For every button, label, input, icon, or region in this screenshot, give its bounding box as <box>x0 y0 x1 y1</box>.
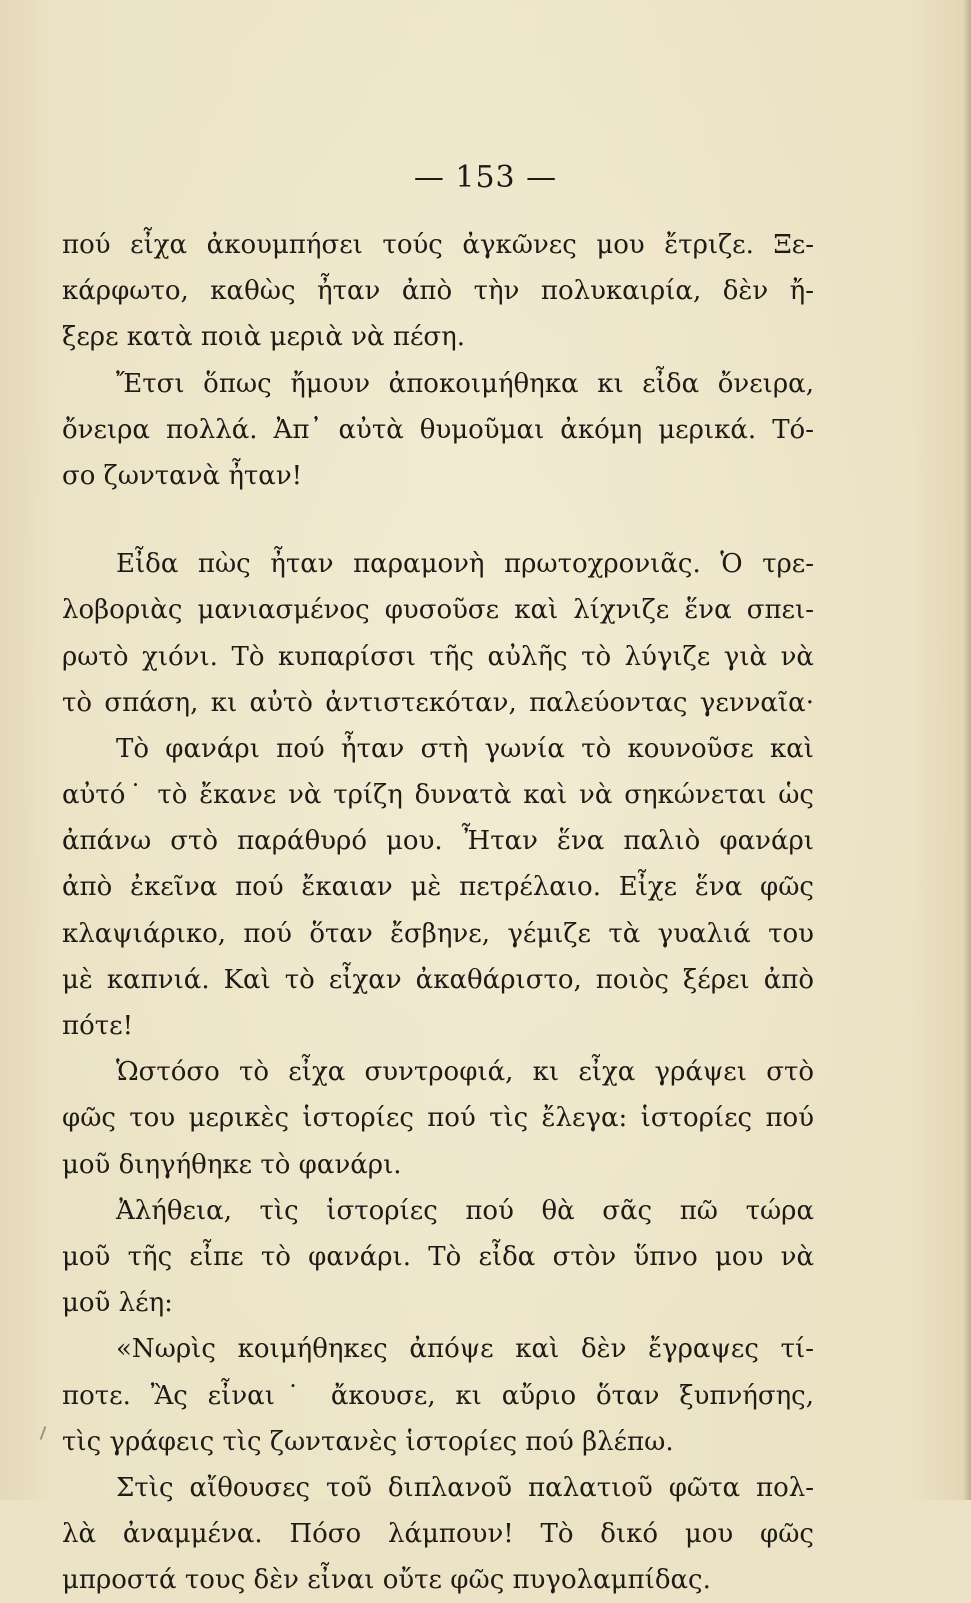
text-line: μοῦ διηγήθηκε τὸ φανάρι. <box>62 1149 402 1180</box>
text-line: λὰ ἀναμμένα. Πόσο λάμπουν! Τὸ δικό μου φῶς <box>62 1519 814 1550</box>
text-line: Στὶς αἴθουσες τοῦ διπλανοῦ παλατιοῦ φῶτα πολ- <box>116 1472 814 1503</box>
page-number: — 153 — <box>413 160 558 195</box>
text-line: πότε! <box>62 1011 134 1041</box>
text-line: ἀπάνω στὸ παράθυρό μου. Ἦταν ἕνα παλιὸ φανάρι <box>62 826 814 857</box>
text-line: μπροστά τους δὲν εἶναι οὔτε φῶς πυγολαμπίδας. <box>62 1565 711 1596</box>
text-line: Τὸ φανάρι πού ἦταν στὴ γωνία τὸ κουνοῦσε καὶ <box>116 733 814 764</box>
text-line: Ὡστόσο τὸ εἶχα συντροφιά, κι εἶχα γράψει στὸ <box>116 1057 814 1088</box>
text-line: λοβοριὰς μανιασμένος φυσοῦσε καὶ λίχνιζε ἕνα σπει- <box>62 595 814 626</box>
text-line: Εἶδα πὼς ἦταν παραμονὴ πρωτοχρονιᾶς. Ὁ τρε- <box>116 549 814 580</box>
text-line: σο ζωντανὰ ἦταν! <box>62 460 303 491</box>
text-line: «Νωρὶς κοιμήθηκες ἀπόψε καὶ δὲν ἔγραψες τί- <box>116 1334 814 1365</box>
text-line: μοῦ τῆς εἶπε τὸ φανάρι. Τὸ εἶδα στὸν ὕπνο μου νὰ <box>62 1241 814 1272</box>
stray-pen-mark <box>40 1426 47 1440</box>
text-line: Ἔτσι ὅπως ἤμουν ἀποκοιμήθηκα κι εἶδα ὄνειρα, <box>116 368 814 399</box>
text-line: φῶς του μερικὲς ἱστορίες πού τὶς ἔλεγα: ἱστορίες πού <box>62 1103 814 1134</box>
text-line: ξερε κατὰ ποιὰ μεριὰ νὰ πέση. <box>62 322 466 353</box>
text-line: ἀπὸ ἐκεῖνα πού ἔκαιαν μὲ πετρέλαιο. Εἶχε ἕνα φῶς <box>62 872 814 903</box>
text-line: μὲ καπνιά. Καὶ τὸ εἶχαν ἀκαθάριστο, ποιὸς ξέρει ἀπὸ <box>62 964 814 995</box>
text-line: Ἀλήθεια, τὶς ἱστορίες πού θὰ σᾶς πῶ τώρα <box>116 1195 814 1226</box>
text-line: αὐτό˙ τὸ ἔκανε νὰ τρίζη δυνατὰ καὶ νὰ σηκώνεται ὡς <box>62 780 814 811</box>
text-line: ρωτὸ χιόνι. Τὸ κυπαρίσσι τῆς αὐλῆς τὸ λύγιζε γιὰ νὰ <box>62 641 814 672</box>
text-line: τὸ σπάση, κι αὐτὸ ἀντιστεκόταν, παλεύοντας γενναῖα· <box>62 687 814 718</box>
body-text <box>62 222 814 1603</box>
text-line: πού εἶχα ἀκουμπήσει τούς ἀγκῶνες μου ἔτριζε. Ξε- <box>62 230 814 260</box>
text-line: κάρφωτο, καθὼς ἦταν ἀπὸ τὴν πολυκαιρία, δὲν ἤ- <box>62 276 814 307</box>
text-line: ποτε. Ἂς εἶναι˙ ἄκουσε, κι αὔριο ὅταν ξυπνήσης, <box>62 1380 814 1411</box>
paragraph-gap <box>62 499 814 541</box>
text-line: μοῦ λέη: <box>62 1288 173 1319</box>
text-line: τὶς γράφεις τὶς ζωντανὲς ἱστορίες πού βλέπω. <box>62 1426 674 1457</box>
text-line: ὄνειρα πολλά. Ἀπ᾿ αὐτὰ θυμοῦμαι ἀκόμη μερικά. Τό- <box>62 414 814 445</box>
text-line: κλαψιάρικο, πού ὅταν ἔσβηνε, γέμιζε τὰ γυαλιά του <box>62 918 814 949</box>
page-edge-shadow <box>963 0 971 1500</box>
